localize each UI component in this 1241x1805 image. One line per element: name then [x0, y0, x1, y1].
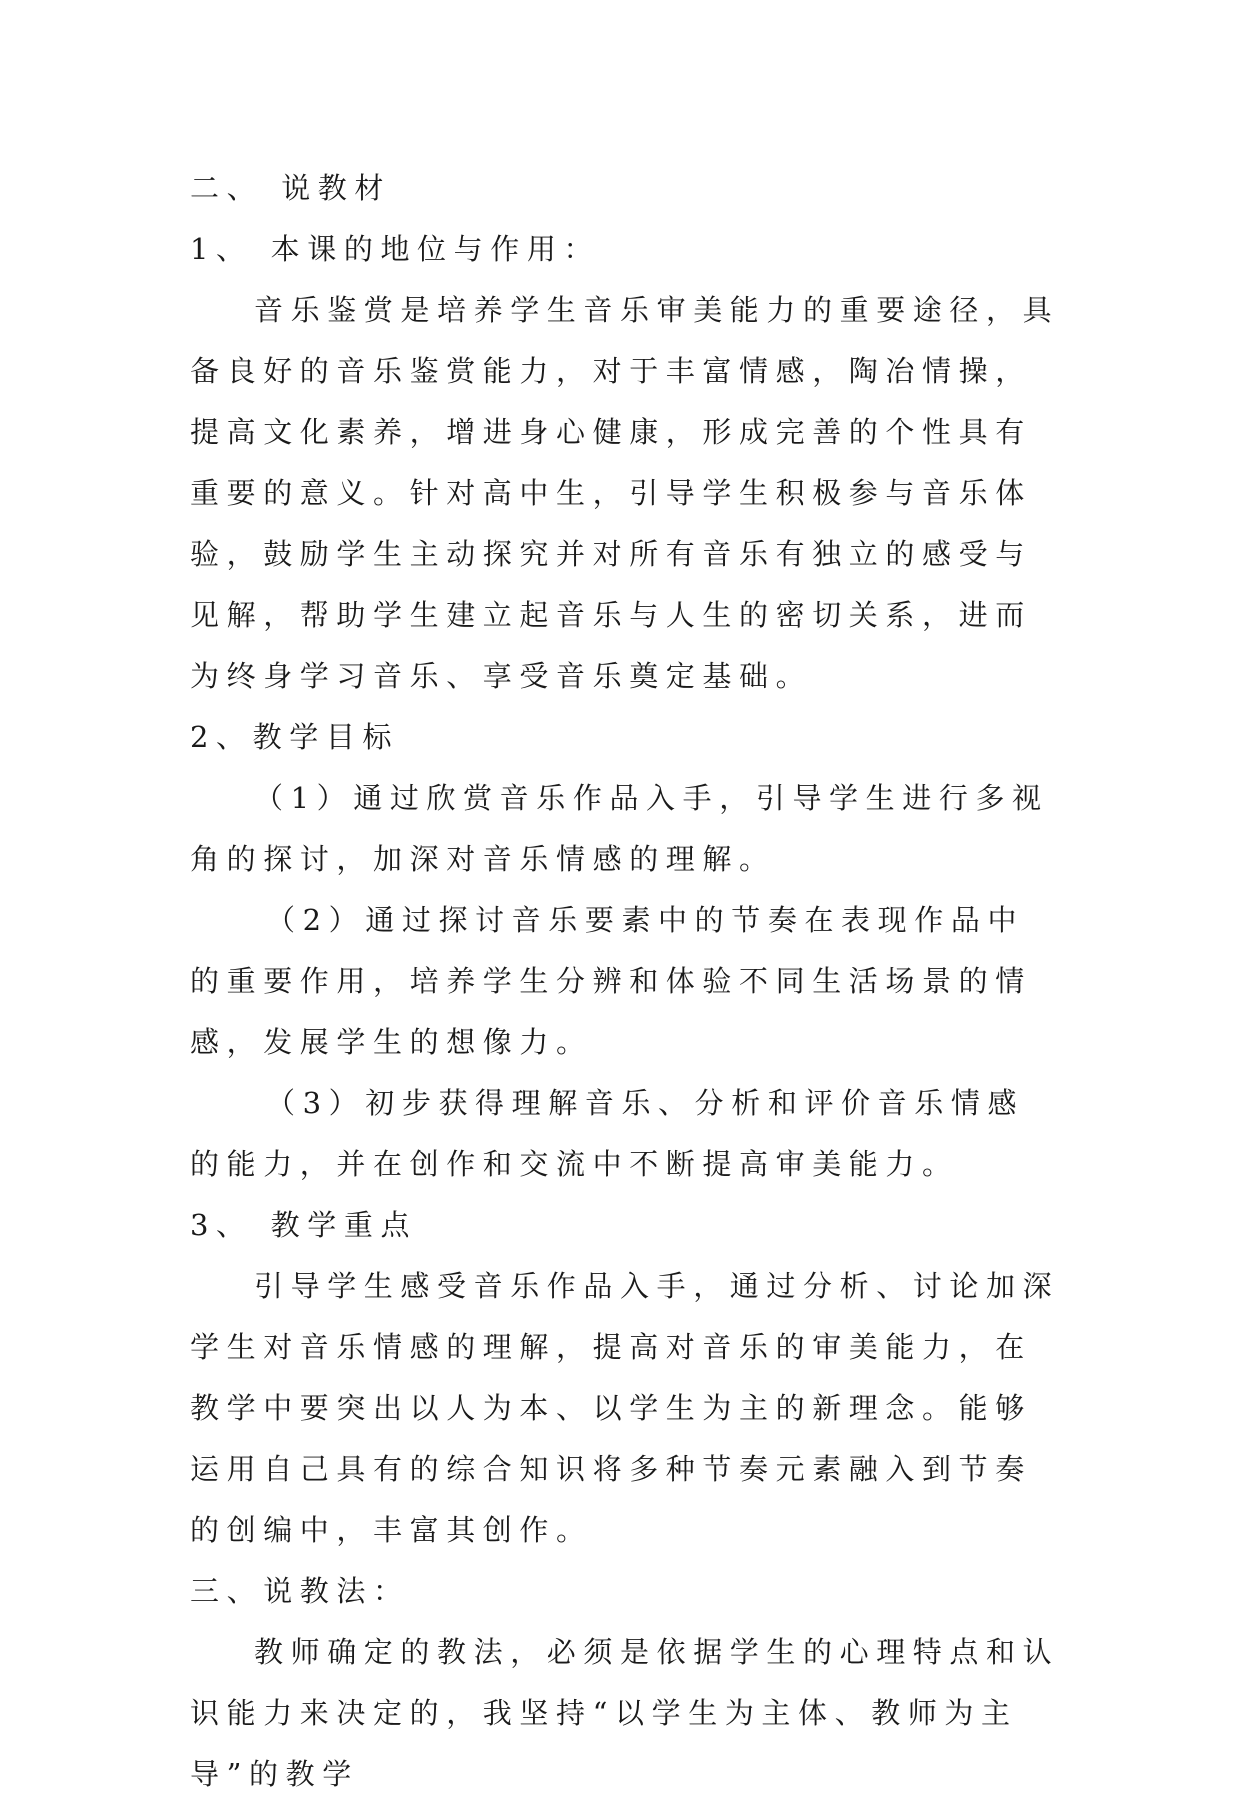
- document-body: [190, 158, 1060, 1805]
- subsection-heading-3: [190, 1195, 1060, 1256]
- paragraph-teaching-method: 教师确定的教法，必须是依据学生的心理特点和认识能力来决定的，我坚持“以学生为主体、教师为主导”的教学: [190, 1635, 1060, 1791]
- section-heading-3: 三、说教法：: [190, 1574, 410, 1608]
- goal-item-2: （2）通过探讨音乐要素中的节奏在表现作品中的重要作用，培养学生分辨和体验不同生活场景的情感，发展学生的想像力。: [190, 903, 1032, 1059]
- goal-item-1: （1）通过欣赏音乐作品入手，引导学生进行多视角的探讨，加深对音乐情感的理解。: [190, 781, 1049, 876]
- goal-item-3: （3）初步获得理解音乐、分析和评价音乐情感的能力，并在创作和交流中不断提高审美能力。: [190, 1086, 1025, 1181]
- section-heading-2: [190, 158, 1060, 219]
- subsection-number: 3、: [190, 1208, 253, 1242]
- subsection-title: 本课的地位与作用：: [270, 232, 601, 266]
- paragraph-role: 音乐鉴赏是培养学生音乐审美能力的重要途径，具备良好的音乐鉴赏能力，对于丰富情感，陶冶情操，提高文化素养，增进身心健康，形成完善的个性具有重要的意义。针对高中生，引导学生积极参与音乐体验，鼓励学生主动探究并对所有音乐有独立的感受与见解，帮助学生建立起音乐与人生的密切关系，进而为终身学习音乐、享受音乐奠定基础。: [190, 293, 1060, 693]
- section-number: 二、: [190, 171, 264, 205]
- paragraph-key-points: 引导学生感受音乐作品入手，通过分析、讨论加深学生对音乐情感的理解，提高对音乐的审美能力，在教学中要突出以人为本、以学生为主的新理念。能够运用自己具有的综合知识将多种节奏元素融入到节奏的创编中，丰富其创作。: [190, 1269, 1060, 1547]
- subsection-heading-1: [190, 219, 1060, 280]
- subsection-heading-2: 2、教学目标: [190, 720, 400, 754]
- subsection-title: 教学重点: [270, 1208, 418, 1242]
- subsection-number: 1、: [190, 232, 253, 266]
- section-title: 说教材: [281, 171, 392, 205]
